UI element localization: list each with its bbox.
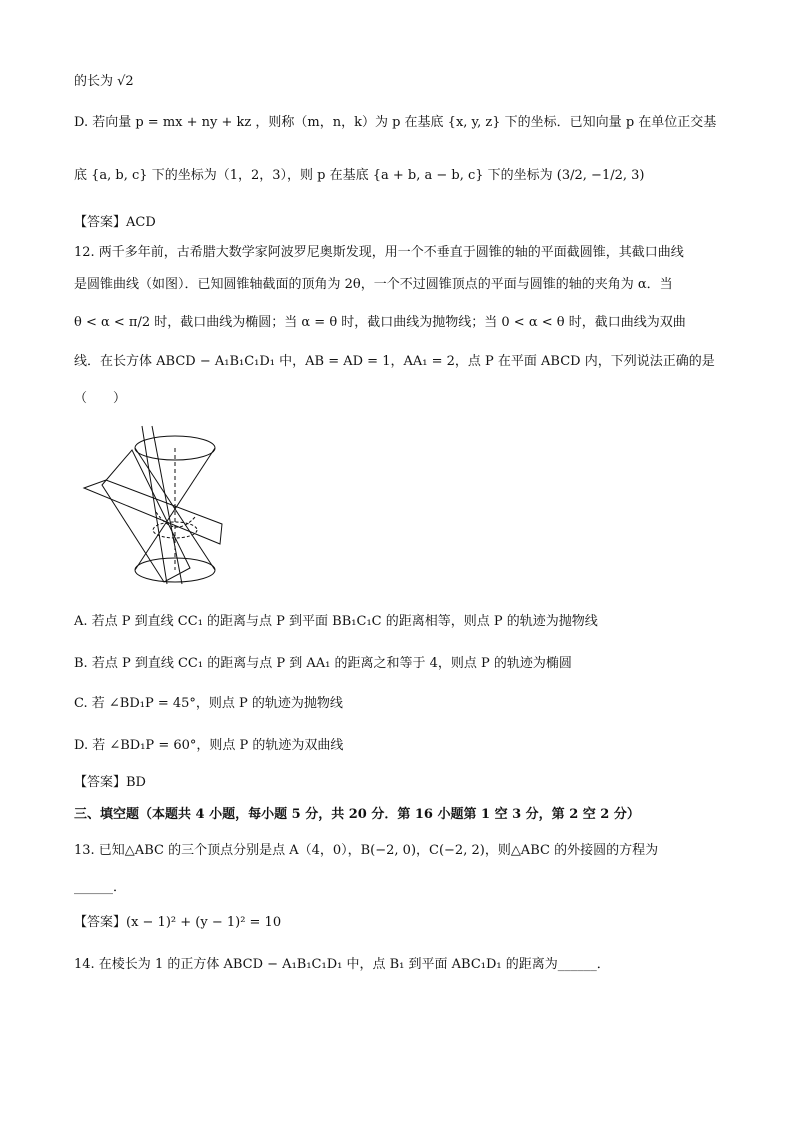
question-12-paren: （ ） — [74, 391, 127, 406]
section-3-heading: 三、填空题（本题共 4 小题，每小题 5 分，共 20 分．第 16 小题第 1 空 3 分，第 2 空 2 分） — [74, 807, 640, 822]
question-12-line1: 12. 两千多年前，古希腊大数学家阿波罗尼奥斯发现，用一个不垂直于圆锥的轴的平面截圆锥，其截口曲线 — [74, 245, 684, 260]
question-13: 13. 已知△ABC 的三个顶点分别是点 A（4，0），B(−2, 0)，C(−2, 2)，则△ABC 的外接圆的方程为 — [74, 843, 659, 858]
option-c: C. 若 ∠BD₁P = 45°，则点 P 的轨迹为抛物线 — [74, 696, 343, 711]
answer-13: 【答案】(x − 1)² + (y − 1)² = 10 — [74, 915, 282, 930]
question-12-line2: 是圆锥曲线（如图）．已知圆锥轴截面的顶角为 2θ，一个不过圆锥顶点的平面与圆锥的轴的夹角为 α．当 — [74, 277, 673, 292]
answer-12: 【答案】BD — [74, 775, 146, 790]
text-line-length: 的长为 √2 — [74, 74, 134, 89]
question-13-blank: ______． — [74, 880, 127, 895]
question-14: 14. 在棱长为 1 的正方体 ABCD − A₁B₁C₁D₁ 中，点 B₁ 到平面 ABC₁D₁ 的距离为______． — [74, 957, 610, 972]
conic-section-figure — [72, 420, 232, 595]
question-12-line4: 线．在长方体 ABCD − A₁B₁C₁D₁ 中，AB = AD = 1，AA₁ = 2，点 P 在平面 ABCD 内，下列说法正确的是 — [74, 354, 715, 369]
question-12-line3: θ < α < π/2 时，截口曲线为椭圆；当 α = θ 时，截口曲线为抛物线；当 0 < α < θ 时，截口曲线为双曲 — [74, 315, 686, 330]
option-b: B. 若点 P 到直线 CC₁ 的距离与点 P 到 AA₁ 的距离之和等于 4，则点 P 的轨迹为椭圆 — [74, 656, 572, 671]
option-d-line1: D. 若向量 p = mx + ny + kz ，则称（m，n，k）为 p 在基底 {x, y, z} 下的坐标．已知向量 p 在单位正交基 — [74, 115, 717, 130]
option-d: D. 若 ∠BD₁P = 60°，则点 P 的轨迹为双曲线 — [74, 738, 344, 753]
answer-11: 【答案】ACD — [74, 215, 156, 230]
option-d-line2: 底 {a, b, c} 下的坐标为（1，2，3），则 p 在基底 {a + b, a − b, c} 下的坐标为 (3/2, −1/2, 3) — [74, 168, 645, 183]
option-a: A. 若点 P 到直线 CC₁ 的距离与点 P 到平面 BB₁C₁C 的距离相等，则点 P 的轨迹为抛物线 — [74, 614, 598, 629]
